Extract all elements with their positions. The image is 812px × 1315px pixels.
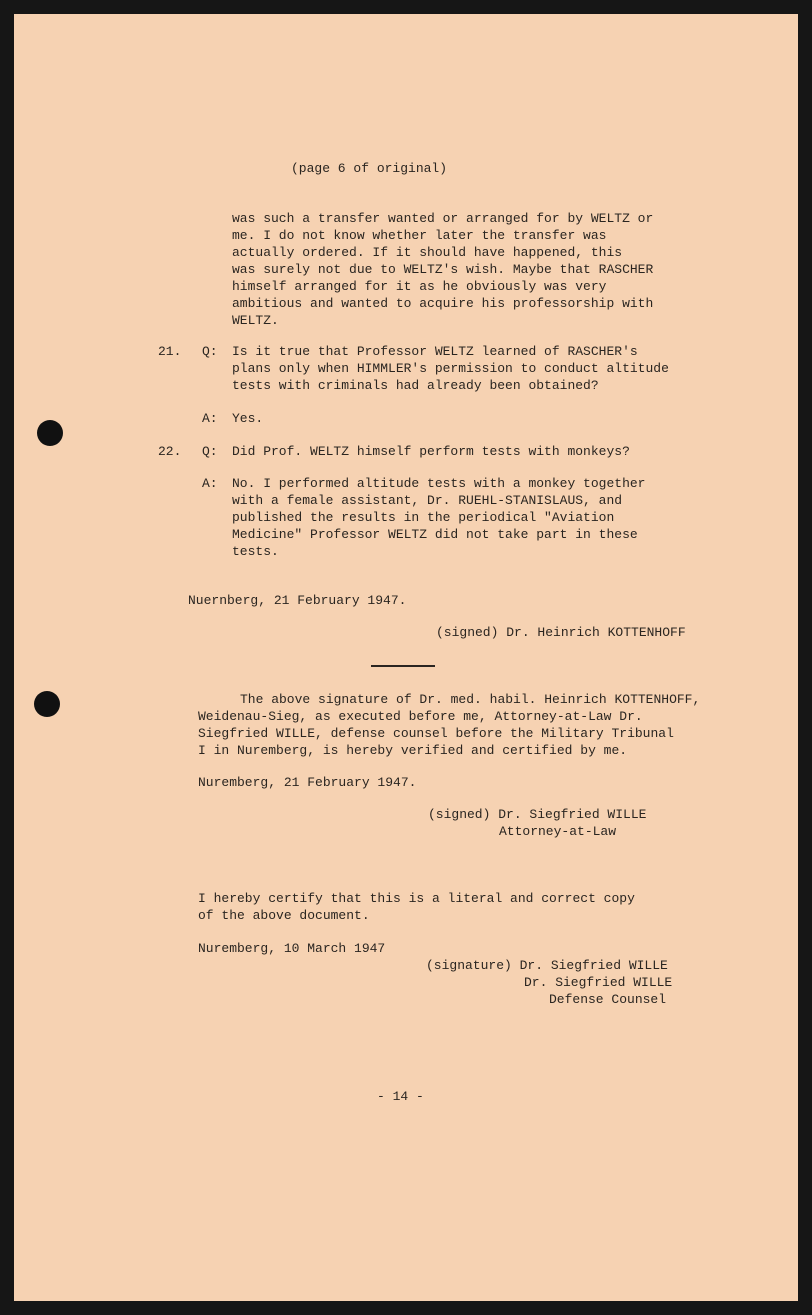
text-line: was surely not due to WELTZ's wish. Maybe that RASCHER	[232, 262, 654, 277]
certification-signer-name: Dr. Siegfried WILLE	[524, 975, 673, 990]
page-reference: (page 6 of original)	[291, 161, 448, 176]
statement-signature: (signed) Dr. Heinrich KOTTENHOFF	[436, 625, 686, 640]
separator-rule	[371, 665, 435, 667]
verification-signature: (signed) Dr. Siegfried WILLE	[428, 807, 647, 822]
text-line: WELTZ.	[232, 313, 279, 328]
question-line: tests with criminals had already been obtained?	[232, 378, 599, 393]
verification-line: Weidenau-Sieg, as executed before me, Attorney-at-Law Dr.	[198, 709, 643, 724]
question-label: Q:	[202, 344, 218, 359]
question-label: Q:	[202, 444, 218, 459]
answer-label: A:	[202, 476, 218, 491]
verification-line: Siegfried WILLE, defense counsel before the Military Tribunal	[198, 726, 674, 741]
text-line: himself arranged for it as he obviously was very	[232, 279, 607, 294]
question-line: Is it true that Professor WELTZ learned of RASCHER's	[232, 344, 638, 359]
verification-line: I in Nuremberg, is hereby verified and certified by me.	[198, 743, 628, 758]
item-number: 22.	[158, 444, 182, 459]
question-line: Did Prof. WELTZ himself perform tests with monkeys?	[232, 444, 630, 459]
text-line: actually ordered. If it should have happened, this	[232, 245, 623, 260]
text-line: ambitious and wanted to acquire his professorship with	[232, 296, 654, 311]
certification-signer-title: Defense Counsel	[549, 992, 667, 1007]
certification-line: I hereby certify that this is a literal and correct copy	[198, 891, 635, 906]
certification-line: of the above document.	[198, 908, 370, 923]
text-line: me. I do not know whether later the transfer was	[232, 228, 607, 243]
punch-hole	[37, 420, 63, 446]
certification-place-date: Nuremberg, 10 March 1947	[198, 941, 386, 956]
item-number: 21.	[158, 344, 182, 359]
answer-line: No. I performed altitude tests with a monkey together	[232, 476, 646, 491]
page-number: - 14 -	[377, 1089, 424, 1104]
document-page	[14, 14, 798, 1301]
answer-line: with a female assistant, Dr. RUEHL-STANISLAUS, and	[232, 493, 623, 508]
text-line: was such a transfer wanted or arranged for by WELTZ or	[232, 211, 654, 226]
answer-line: tests.	[232, 544, 279, 559]
certification-signature: (signature) Dr. Siegfried WILLE	[426, 958, 668, 973]
verification-title: Attorney-at-Law	[499, 824, 617, 839]
answer-line: published the results in the periodical "Aviation	[232, 510, 615, 525]
answer-line: Medicine" Professor WELTZ did not take part in these	[232, 527, 638, 542]
punch-hole	[34, 691, 60, 717]
answer-label: A:	[202, 411, 218, 426]
statement-place-date: Nuernberg, 21 February 1947.	[188, 593, 407, 608]
question-line: plans only when HIMMLER's permission to conduct altitude	[232, 361, 669, 376]
verification-line: The above signature of Dr. med. habil. Heinrich KOTTENHOFF,	[240, 692, 701, 707]
answer-line: Yes.	[232, 411, 264, 426]
verification-place-date: Nuremberg, 21 February 1947.	[198, 775, 417, 790]
